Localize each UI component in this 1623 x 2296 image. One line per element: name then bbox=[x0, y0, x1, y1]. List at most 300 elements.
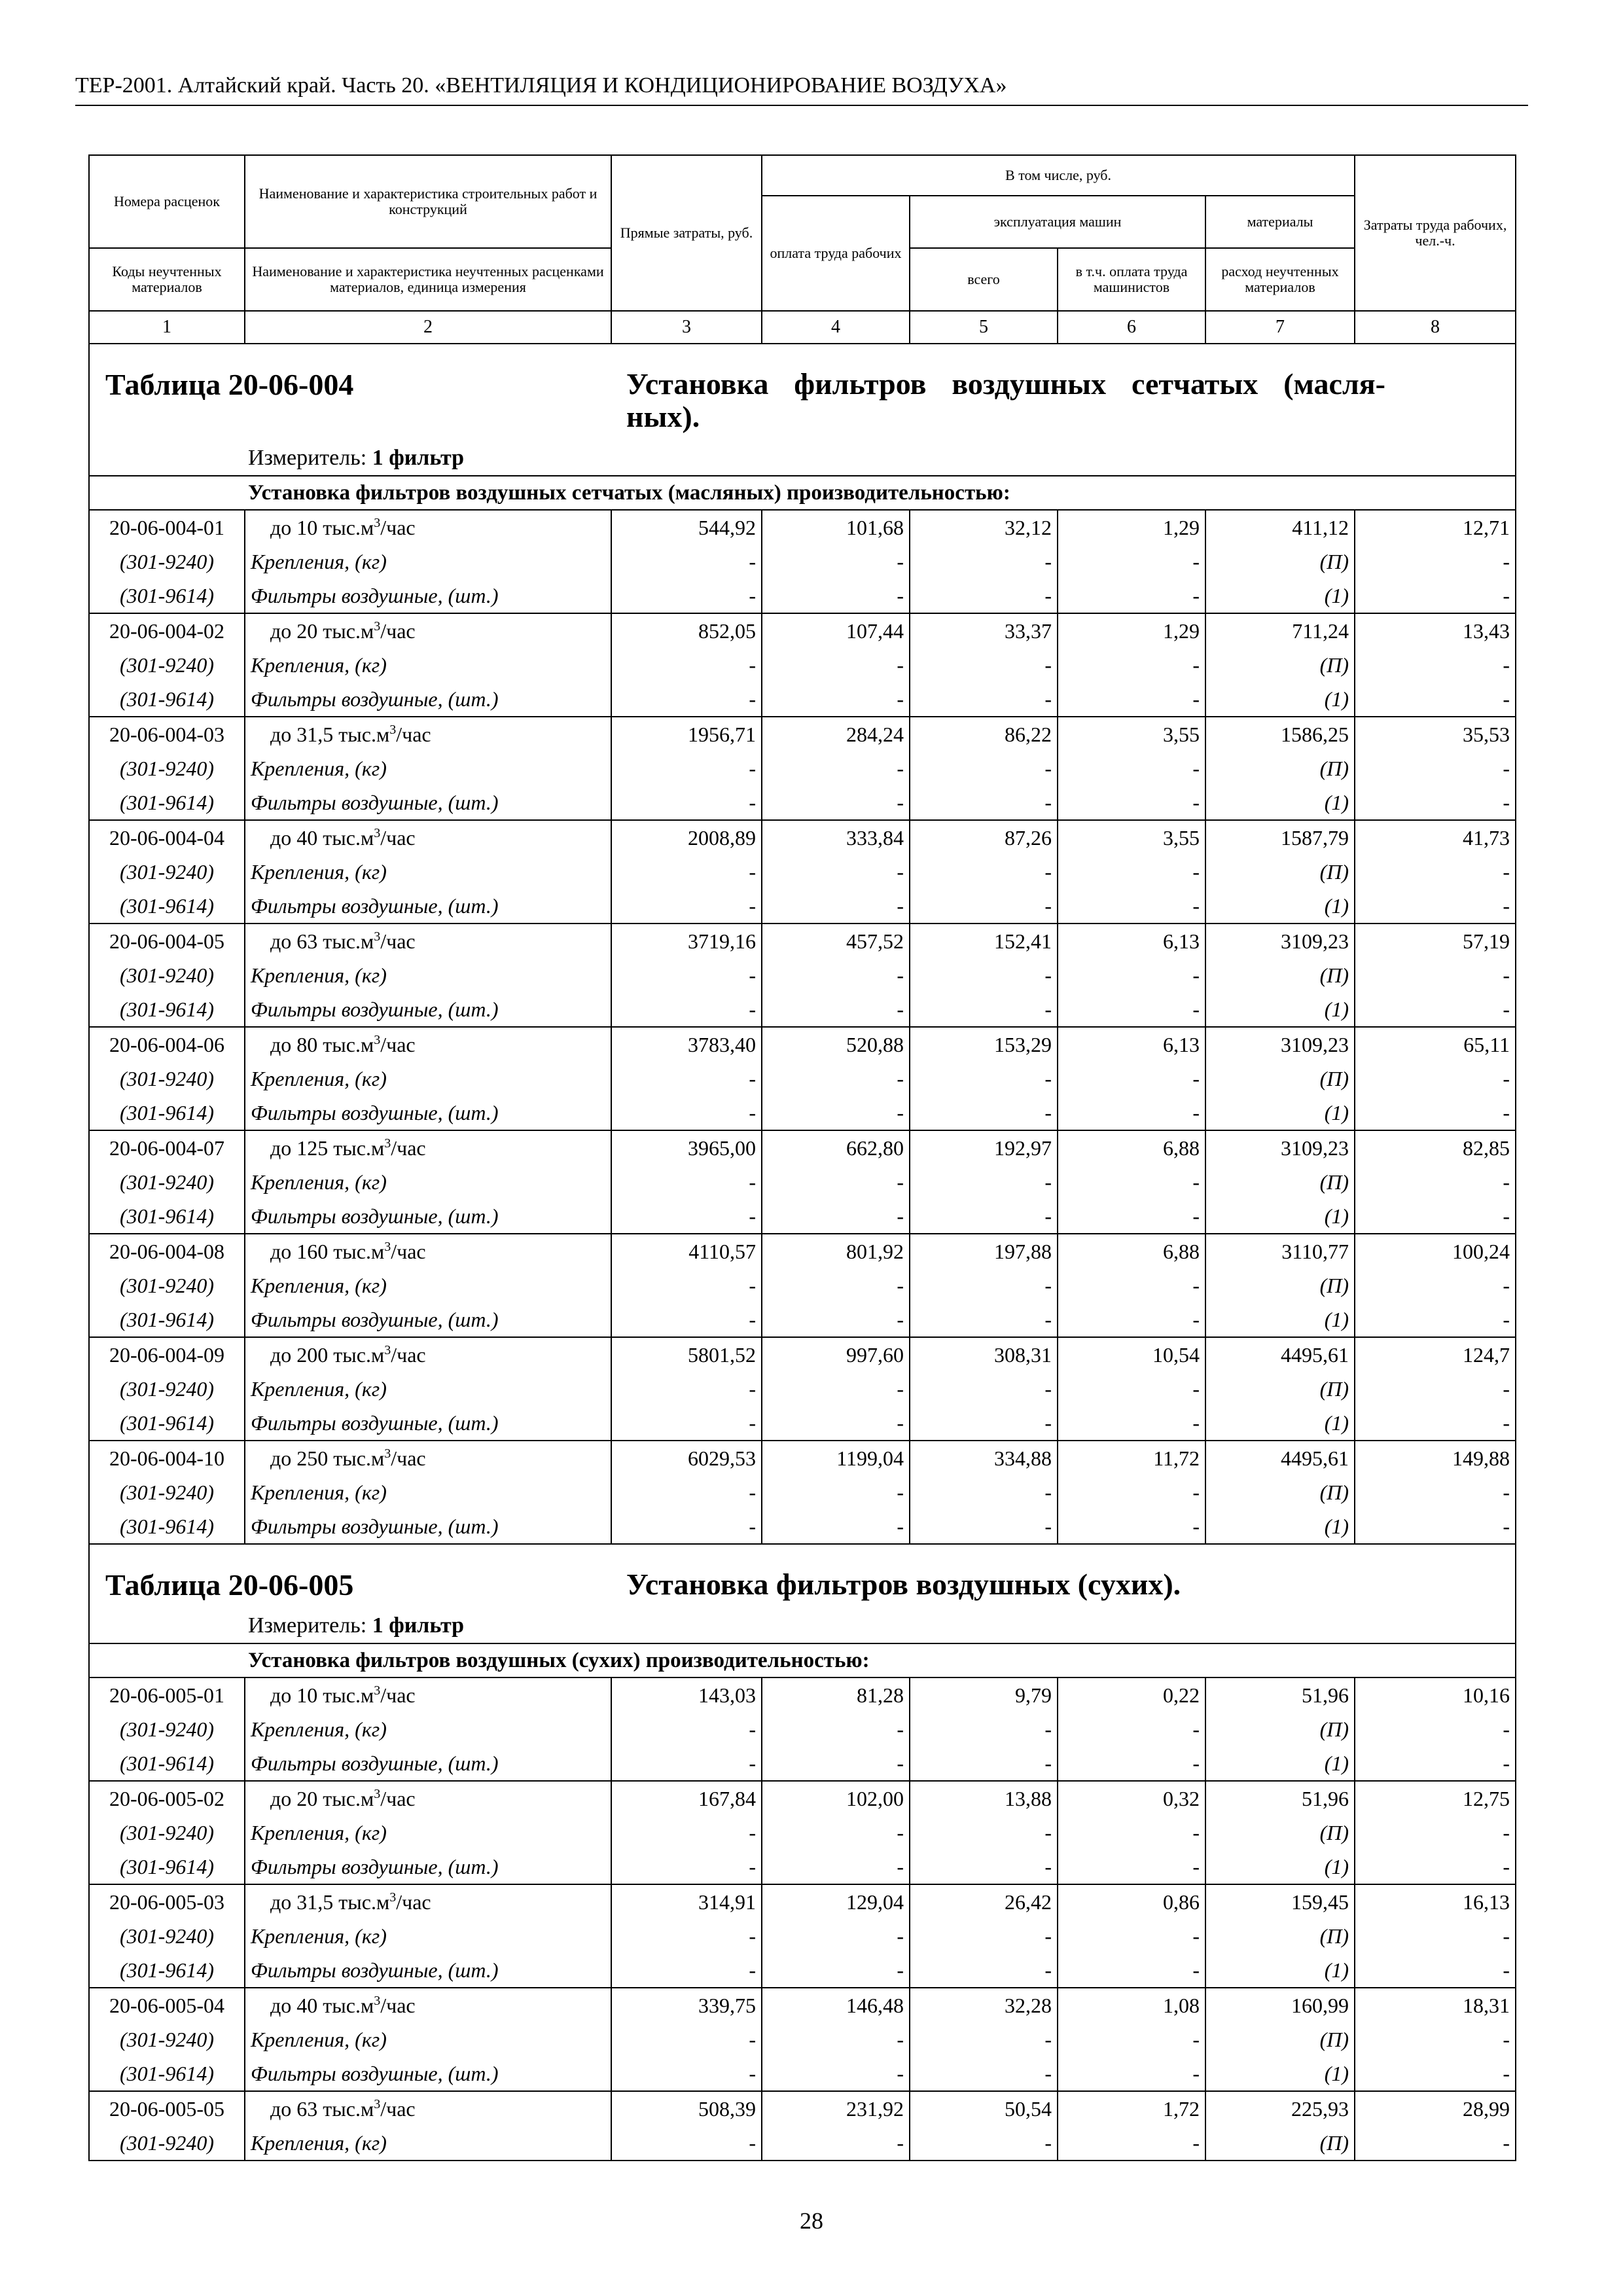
worker-wages: 520,88 bbox=[762, 1027, 910, 1062]
empty-value: - bbox=[1058, 1953, 1205, 1988]
empty-value: - bbox=[910, 992, 1058, 1027]
material-code: (301-9240) bbox=[89, 1165, 245, 1199]
empty-value: - bbox=[1355, 1509, 1516, 1544]
rate-row bbox=[89, 1988, 1516, 2022]
material-quantity: (П) bbox=[1205, 648, 1355, 682]
rate-name-unit: /час bbox=[380, 516, 416, 539]
material-name: Фильтры воздушные, (шт.) bbox=[245, 1509, 611, 1544]
empty-value: - bbox=[762, 1096, 910, 1130]
labor-hours: 82,85 bbox=[1355, 1130, 1516, 1165]
rate-row bbox=[89, 820, 1516, 855]
empty-value: - bbox=[910, 1199, 1058, 1234]
machine-cost: 87,26 bbox=[910, 820, 1058, 855]
direct-cost: 339,75 bbox=[611, 1988, 762, 2022]
material-name: Крепления, (кг) bbox=[245, 648, 611, 682]
material-quantity: (1) bbox=[1205, 1302, 1355, 1337]
operator-wages: 3,55 bbox=[1058, 717, 1205, 751]
material-row bbox=[89, 992, 1516, 1027]
table-title: Установка фильтров воздушных (сухих). bbox=[626, 1568, 1181, 1601]
operator-wages: 1,08 bbox=[1058, 1988, 1205, 2022]
empty-value: - bbox=[910, 2022, 1058, 2056]
col-incl-wages-header: в т.ч. оплата труда машинистов bbox=[1058, 248, 1205, 311]
rate-row bbox=[89, 1027, 1516, 1062]
materials-cost: 3110,77 bbox=[1205, 1234, 1355, 1268]
material-quantity: (П) bbox=[1205, 1475, 1355, 1509]
material-quantity: (П) bbox=[1205, 1165, 1355, 1199]
material-name: Фильтры воздушные, (шт.) bbox=[245, 2056, 611, 2091]
rate-name-unit: /час bbox=[396, 723, 431, 746]
direct-cost: 3783,40 bbox=[611, 1027, 762, 1062]
rate-name bbox=[245, 613, 611, 648]
worker-wages: 107,44 bbox=[762, 613, 910, 648]
empty-value: - bbox=[762, 1850, 910, 1884]
empty-value: - bbox=[762, 1953, 910, 1988]
rate-name-unit: /час bbox=[380, 929, 416, 953]
rate-code: 20-06-005-02 bbox=[89, 1781, 245, 1816]
material-name: Крепления, (кг) bbox=[245, 1165, 611, 1199]
rate-name-text bbox=[251, 825, 416, 851]
material-name: Фильтры воздушные, (шт.) bbox=[245, 992, 611, 1027]
materials-cost: 51,96 bbox=[1205, 1781, 1355, 1816]
material-row bbox=[89, 889, 1516, 924]
empty-value: - bbox=[762, 2056, 910, 2091]
machine-cost: 32,12 bbox=[910, 510, 1058, 545]
labor-hours: 13,43 bbox=[1355, 613, 1516, 648]
col-incl-header: В том числе, руб. bbox=[762, 155, 1355, 196]
direct-cost: 852,05 bbox=[611, 613, 762, 648]
measure-label: Измеритель: bbox=[248, 1613, 367, 1638]
rate-name bbox=[245, 1441, 611, 1475]
rate-name bbox=[245, 820, 611, 855]
material-quantity: (1) bbox=[1205, 579, 1355, 613]
material-name: Крепления, (кг) bbox=[245, 2126, 611, 2161]
rate-name-base: до 20 тыс.м bbox=[270, 619, 374, 643]
rates-table-body bbox=[89, 155, 1516, 2161]
empty-value: - bbox=[762, 579, 910, 613]
empty-value: - bbox=[1355, 682, 1516, 717]
operator-wages: 0,22 bbox=[1058, 1677, 1205, 1712]
empty-value: - bbox=[1058, 751, 1205, 785]
material-quantity: (П) bbox=[1205, 855, 1355, 889]
rate-name-unit: /час bbox=[380, 619, 416, 643]
empty-value: - bbox=[611, 1746, 762, 1781]
empty-value: - bbox=[1058, 579, 1205, 613]
labor-hours: 18,31 bbox=[1355, 1988, 1516, 2022]
empty-value: - bbox=[910, 1850, 1058, 1884]
machine-cost: 33,37 bbox=[910, 613, 1058, 648]
rate-name-base: до 63 тыс.м bbox=[270, 2097, 374, 2121]
operator-wages: 1,29 bbox=[1058, 613, 1205, 648]
rate-row bbox=[89, 1234, 1516, 1268]
labor-hours: 12,75 bbox=[1355, 1781, 1516, 1816]
material-quantity: (1) bbox=[1205, 1199, 1355, 1234]
empty-value: - bbox=[1058, 1302, 1205, 1337]
rate-name-sup: 3 bbox=[374, 929, 381, 944]
labor-hours: 35,53 bbox=[1355, 717, 1516, 751]
empty-value: - bbox=[611, 682, 762, 717]
material-quantity: (П) bbox=[1205, 2126, 1355, 2161]
empty-value: - bbox=[1058, 1850, 1205, 1884]
rate-name bbox=[245, 1781, 611, 1816]
material-code: (301-9614) bbox=[89, 579, 245, 613]
empty-value: - bbox=[1355, 2056, 1516, 2091]
empty-value: - bbox=[910, 889, 1058, 924]
rate-name bbox=[245, 1677, 611, 1712]
operator-wages: 6,13 bbox=[1058, 1027, 1205, 1062]
labor-hours: 12,71 bbox=[1355, 510, 1516, 545]
worker-wages: 129,04 bbox=[762, 1884, 910, 1919]
material-name: Фильтры воздушные, (шт.) bbox=[245, 1746, 611, 1781]
empty-value: - bbox=[1355, 1062, 1516, 1096]
rate-name-sup: 3 bbox=[384, 1446, 391, 1461]
operator-wages: 3,55 bbox=[1058, 820, 1205, 855]
material-quantity: (П) bbox=[1205, 1062, 1355, 1096]
material-row bbox=[89, 1475, 1516, 1509]
rate-name-unit: /час bbox=[391, 1240, 426, 1263]
material-name: Фильтры воздушные, (шт.) bbox=[245, 682, 611, 717]
empty-value: - bbox=[762, 855, 910, 889]
rate-name bbox=[245, 1234, 611, 1268]
rate-code: 20-06-004-09 bbox=[89, 1337, 245, 1372]
rate-name-unit: /час bbox=[380, 1787, 416, 1810]
empty-value: - bbox=[1058, 1062, 1205, 1096]
empty-value: - bbox=[1058, 785, 1205, 820]
operator-wages: 0,32 bbox=[1058, 1781, 1205, 1816]
table-caption bbox=[90, 1545, 1515, 1643]
empty-value: - bbox=[1355, 1712, 1516, 1746]
empty-value: - bbox=[611, 958, 762, 992]
direct-cost: 4110,57 bbox=[611, 1234, 762, 1268]
rate-name-text bbox=[251, 514, 416, 541]
col-number: 1 bbox=[89, 311, 245, 344]
empty-value: - bbox=[762, 1165, 910, 1199]
empty-value: - bbox=[611, 1268, 762, 1302]
rate-name-text bbox=[251, 1031, 416, 1058]
empty-value: - bbox=[762, 1712, 910, 1746]
material-quantity: (П) bbox=[1205, 545, 1355, 579]
rate-name-text bbox=[251, 1785, 416, 1812]
operator-wages: 10,54 bbox=[1058, 1337, 1205, 1372]
col-unacc-name-header: Наименование и характеристика неучтенных расценками материалов, единица измерения bbox=[245, 248, 611, 311]
column-numbers-row bbox=[89, 311, 1516, 344]
material-row bbox=[89, 1816, 1516, 1850]
empty-value: - bbox=[910, 1509, 1058, 1544]
material-quantity: (1) bbox=[1205, 992, 1355, 1027]
empty-value: - bbox=[1058, 2056, 1205, 2091]
materials-cost: 4495,61 bbox=[1205, 1441, 1355, 1475]
rate-name-text bbox=[251, 1238, 426, 1265]
rate-name bbox=[245, 1884, 611, 1919]
rate-name-base: до 40 тыс.м bbox=[270, 826, 374, 850]
material-row bbox=[89, 1406, 1516, 1441]
direct-cost: 143,03 bbox=[611, 1677, 762, 1712]
empty-value: - bbox=[1355, 1919, 1516, 1953]
rate-name-unit: /час bbox=[380, 1994, 416, 2017]
rate-name-unit: /час bbox=[391, 1343, 426, 1367]
rate-name-sup: 3 bbox=[374, 1033, 381, 1047]
empty-value: - bbox=[910, 958, 1058, 992]
material-code: (301-9614) bbox=[89, 1302, 245, 1337]
empty-value: - bbox=[910, 751, 1058, 785]
rate-code: 20-06-004-06 bbox=[89, 1027, 245, 1062]
rate-name-base: до 20 тыс.м bbox=[270, 1787, 374, 1810]
rate-code: 20-06-004-04 bbox=[89, 820, 245, 855]
empty-value: - bbox=[1058, 1919, 1205, 1953]
rate-row bbox=[89, 2091, 1516, 2126]
material-name: Крепления, (кг) bbox=[245, 1268, 611, 1302]
worker-wages: 997,60 bbox=[762, 1337, 910, 1372]
empty-value: - bbox=[762, 751, 910, 785]
rate-name bbox=[245, 2091, 611, 2126]
material-quantity: (1) bbox=[1205, 785, 1355, 820]
material-row bbox=[89, 1372, 1516, 1406]
material-code: (301-9240) bbox=[89, 1475, 245, 1509]
materials-cost: 3109,23 bbox=[1205, 1130, 1355, 1165]
rate-name-sup: 3 bbox=[374, 2097, 381, 2111]
material-code: (301-9240) bbox=[89, 545, 245, 579]
rate-name-unit: /час bbox=[391, 1136, 426, 1160]
material-row bbox=[89, 1199, 1516, 1234]
worker-wages: 1199,04 bbox=[762, 1441, 910, 1475]
material-row bbox=[89, 545, 1516, 579]
machine-cost: 32,28 bbox=[910, 1988, 1058, 2022]
direct-cost: 3719,16 bbox=[611, 924, 762, 958]
empty-value: - bbox=[1058, 1372, 1205, 1406]
empty-value: - bbox=[910, 1268, 1058, 1302]
rate-name-unit: /час bbox=[396, 1890, 431, 1914]
empty-value: - bbox=[910, 1062, 1058, 1096]
material-row bbox=[89, 579, 1516, 613]
material-code: (301-9614) bbox=[89, 1509, 245, 1544]
empty-value: - bbox=[611, 545, 762, 579]
worker-wages: 662,80 bbox=[762, 1130, 910, 1165]
empty-value: - bbox=[1355, 1199, 1516, 1234]
machine-cost: 152,41 bbox=[910, 924, 1058, 958]
empty-value: - bbox=[762, 1406, 910, 1441]
rate-name-text bbox=[251, 1682, 416, 1708]
empty-value: - bbox=[1355, 1406, 1516, 1441]
col-wages-header: оплата труда рабочих bbox=[762, 196, 910, 311]
material-row bbox=[89, 1746, 1516, 1781]
material-code: (301-9614) bbox=[89, 1953, 245, 1988]
rate-name-base: до 10 тыс.м bbox=[270, 1683, 374, 1707]
rate-name-base: до 80 тыс.м bbox=[270, 1033, 374, 1056]
rate-name-base: до 200 тыс.м bbox=[270, 1343, 385, 1367]
labor-hours: 149,88 bbox=[1355, 1441, 1516, 1475]
empty-value: - bbox=[1355, 751, 1516, 785]
rate-code: 20-06-004-10 bbox=[89, 1441, 245, 1475]
material-row bbox=[89, 1919, 1516, 1953]
materials-cost: 51,96 bbox=[1205, 1677, 1355, 1712]
material-code: (301-9614) bbox=[89, 992, 245, 1027]
rate-name-text bbox=[251, 1135, 426, 1161]
section-intro-row bbox=[89, 476, 1516, 510]
empty-value: - bbox=[762, 992, 910, 1027]
worker-wages: 284,24 bbox=[762, 717, 910, 751]
direct-cost: 167,84 bbox=[611, 1781, 762, 1816]
rate-row bbox=[89, 924, 1516, 958]
empty-value: - bbox=[1058, 1475, 1205, 1509]
rate-row bbox=[89, 510, 1516, 545]
material-quantity: (1) bbox=[1205, 1746, 1355, 1781]
col-number: 4 bbox=[762, 311, 910, 344]
material-row bbox=[89, 2126, 1516, 2161]
rate-name-unit: /час bbox=[380, 1683, 416, 1707]
empty-value: - bbox=[1058, 648, 1205, 682]
labor-hours: 57,19 bbox=[1355, 924, 1516, 958]
materials-cost: 3109,23 bbox=[1205, 924, 1355, 958]
rate-name-base: до 160 тыс.м bbox=[270, 1240, 385, 1263]
machine-cost: 50,54 bbox=[910, 2091, 1058, 2126]
measure-value: 1 фильтр bbox=[372, 1613, 465, 1638]
material-row bbox=[89, 1953, 1516, 1988]
rate-name-sup: 3 bbox=[374, 1787, 381, 1801]
empty-value: - bbox=[1058, 1712, 1205, 1746]
material-name: Крепления, (кг) bbox=[245, 1475, 611, 1509]
material-name: Крепления, (кг) bbox=[245, 855, 611, 889]
empty-value: - bbox=[1355, 2126, 1516, 2161]
rate-name-text bbox=[251, 928, 416, 954]
col-labor-header: Затраты труда рабочих, чел.-ч. bbox=[1355, 155, 1516, 311]
materials-cost: 3109,23 bbox=[1205, 1027, 1355, 1062]
operator-wages: 6,88 bbox=[1058, 1234, 1205, 1268]
table-caption-row bbox=[89, 1544, 1516, 1643]
worker-wages: 146,48 bbox=[762, 1988, 910, 2022]
col-machines-header: эксплуатация машин bbox=[910, 196, 1205, 248]
rate-name-sup: 3 bbox=[384, 1343, 391, 1357]
material-quantity: (1) bbox=[1205, 889, 1355, 924]
rate-name-text bbox=[251, 1342, 426, 1368]
rate-name-base: до 31,5 тыс.м bbox=[270, 1890, 390, 1914]
rate-code: 20-06-004-01 bbox=[89, 510, 245, 545]
material-name: Фильтры воздушные, (шт.) bbox=[245, 1406, 611, 1441]
rate-name bbox=[245, 1130, 611, 1165]
material-quantity: (П) bbox=[1205, 1816, 1355, 1850]
empty-value: - bbox=[762, 545, 910, 579]
empty-value: - bbox=[1058, 1165, 1205, 1199]
rate-code: 20-06-004-03 bbox=[89, 717, 245, 751]
empty-value: - bbox=[1355, 1475, 1516, 1509]
operator-wages: 6,13 bbox=[1058, 924, 1205, 958]
empty-value: - bbox=[1058, 2126, 1205, 2161]
empty-value: - bbox=[1355, 855, 1516, 889]
table-caption-row bbox=[89, 344, 1516, 476]
material-name: Фильтры воздушные, (шт.) bbox=[245, 1953, 611, 1988]
empty-value: - bbox=[910, 1919, 1058, 1953]
labor-hours: 41,73 bbox=[1355, 820, 1516, 855]
operator-wages: 0,86 bbox=[1058, 1884, 1205, 1919]
table-caption-cell bbox=[89, 1544, 1516, 1643]
empty-value: - bbox=[611, 1165, 762, 1199]
header-row-1 bbox=[89, 155, 1516, 196]
material-name: Крепления, (кг) bbox=[245, 2022, 611, 2056]
empty-value: - bbox=[611, 1199, 762, 1234]
col-code-header: Номера расценок bbox=[89, 155, 245, 248]
empty-value: - bbox=[1355, 889, 1516, 924]
empty-value: - bbox=[762, 1062, 910, 1096]
worker-wages: 801,92 bbox=[762, 1234, 910, 1268]
empty-value: - bbox=[910, 1406, 1058, 1441]
empty-value: - bbox=[910, 682, 1058, 717]
material-row bbox=[89, 1268, 1516, 1302]
materials-cost: 160,99 bbox=[1205, 1988, 1355, 2022]
materials-cost: 711,24 bbox=[1205, 613, 1355, 648]
col-materials-header: материалы bbox=[1205, 196, 1355, 248]
materials-cost: 1587,79 bbox=[1205, 820, 1355, 855]
col-number: 8 bbox=[1355, 311, 1516, 344]
empty-value: - bbox=[611, 1062, 762, 1096]
empty-value: - bbox=[611, 751, 762, 785]
measure-value: 1 фильтр bbox=[372, 446, 465, 470]
empty-value: - bbox=[762, 1816, 910, 1850]
material-code: (301-9614) bbox=[89, 1406, 245, 1441]
material-row bbox=[89, 648, 1516, 682]
material-name: Фильтры воздушные, (шт.) bbox=[245, 1850, 611, 1884]
empty-value: - bbox=[611, 648, 762, 682]
material-code: (301-9614) bbox=[89, 889, 245, 924]
rate-name-sup: 3 bbox=[384, 1136, 391, 1151]
material-quantity: (П) bbox=[1205, 1372, 1355, 1406]
direct-cost: 5801,52 bbox=[611, 1337, 762, 1372]
material-row bbox=[89, 751, 1516, 785]
material-row bbox=[89, 958, 1516, 992]
material-code: (301-9614) bbox=[89, 785, 245, 820]
material-code: (301-9240) bbox=[89, 958, 245, 992]
material-row bbox=[89, 1096, 1516, 1130]
table-caption-cell bbox=[89, 344, 1516, 476]
empty-value: - bbox=[762, 1919, 910, 1953]
col-number: 5 bbox=[910, 311, 1058, 344]
rate-name-sup: 3 bbox=[384, 1240, 391, 1254]
rate-name-text bbox=[251, 721, 431, 747]
empty-value: - bbox=[762, 682, 910, 717]
empty-value: - bbox=[1355, 1746, 1516, 1781]
direct-cost: 3965,00 bbox=[611, 1130, 762, 1165]
direct-cost: 544,92 bbox=[611, 510, 762, 545]
material-row bbox=[89, 1062, 1516, 1096]
material-code: (301-9240) bbox=[89, 1062, 245, 1096]
material-row bbox=[89, 682, 1516, 717]
material-row bbox=[89, 785, 1516, 820]
material-row bbox=[89, 1712, 1516, 1746]
rate-name-base: до 63 тыс.м bbox=[270, 929, 374, 953]
material-name: Фильтры воздушные, (шт.) bbox=[245, 1302, 611, 1337]
empty-value: - bbox=[1058, 889, 1205, 924]
empty-value: - bbox=[611, 1475, 762, 1509]
empty-value: - bbox=[910, 1475, 1058, 1509]
rate-code: 20-06-004-08 bbox=[89, 1234, 245, 1268]
materials-cost: 225,93 bbox=[1205, 2091, 1355, 2126]
col-number: 6 bbox=[1058, 311, 1205, 344]
worker-wages: 333,84 bbox=[762, 820, 910, 855]
rate-code: 20-06-005-04 bbox=[89, 1988, 245, 2022]
material-row bbox=[89, 1165, 1516, 1199]
material-row bbox=[89, 2056, 1516, 2091]
empty-value: - bbox=[910, 2056, 1058, 2091]
labor-hours: 100,24 bbox=[1355, 1234, 1516, 1268]
empty-value: - bbox=[611, 1919, 762, 1953]
rate-row bbox=[89, 1130, 1516, 1165]
empty-value: - bbox=[611, 2126, 762, 2161]
material-row bbox=[89, 2022, 1516, 2056]
col-direct-header: Прямые затраты, руб. bbox=[611, 155, 762, 311]
material-row bbox=[89, 1850, 1516, 1884]
header-rule bbox=[75, 105, 1528, 106]
empty-value: - bbox=[910, 1302, 1058, 1337]
machine-cost: 13,88 bbox=[910, 1781, 1058, 1816]
empty-value: - bbox=[1355, 2022, 1516, 2056]
rate-name bbox=[245, 717, 611, 751]
